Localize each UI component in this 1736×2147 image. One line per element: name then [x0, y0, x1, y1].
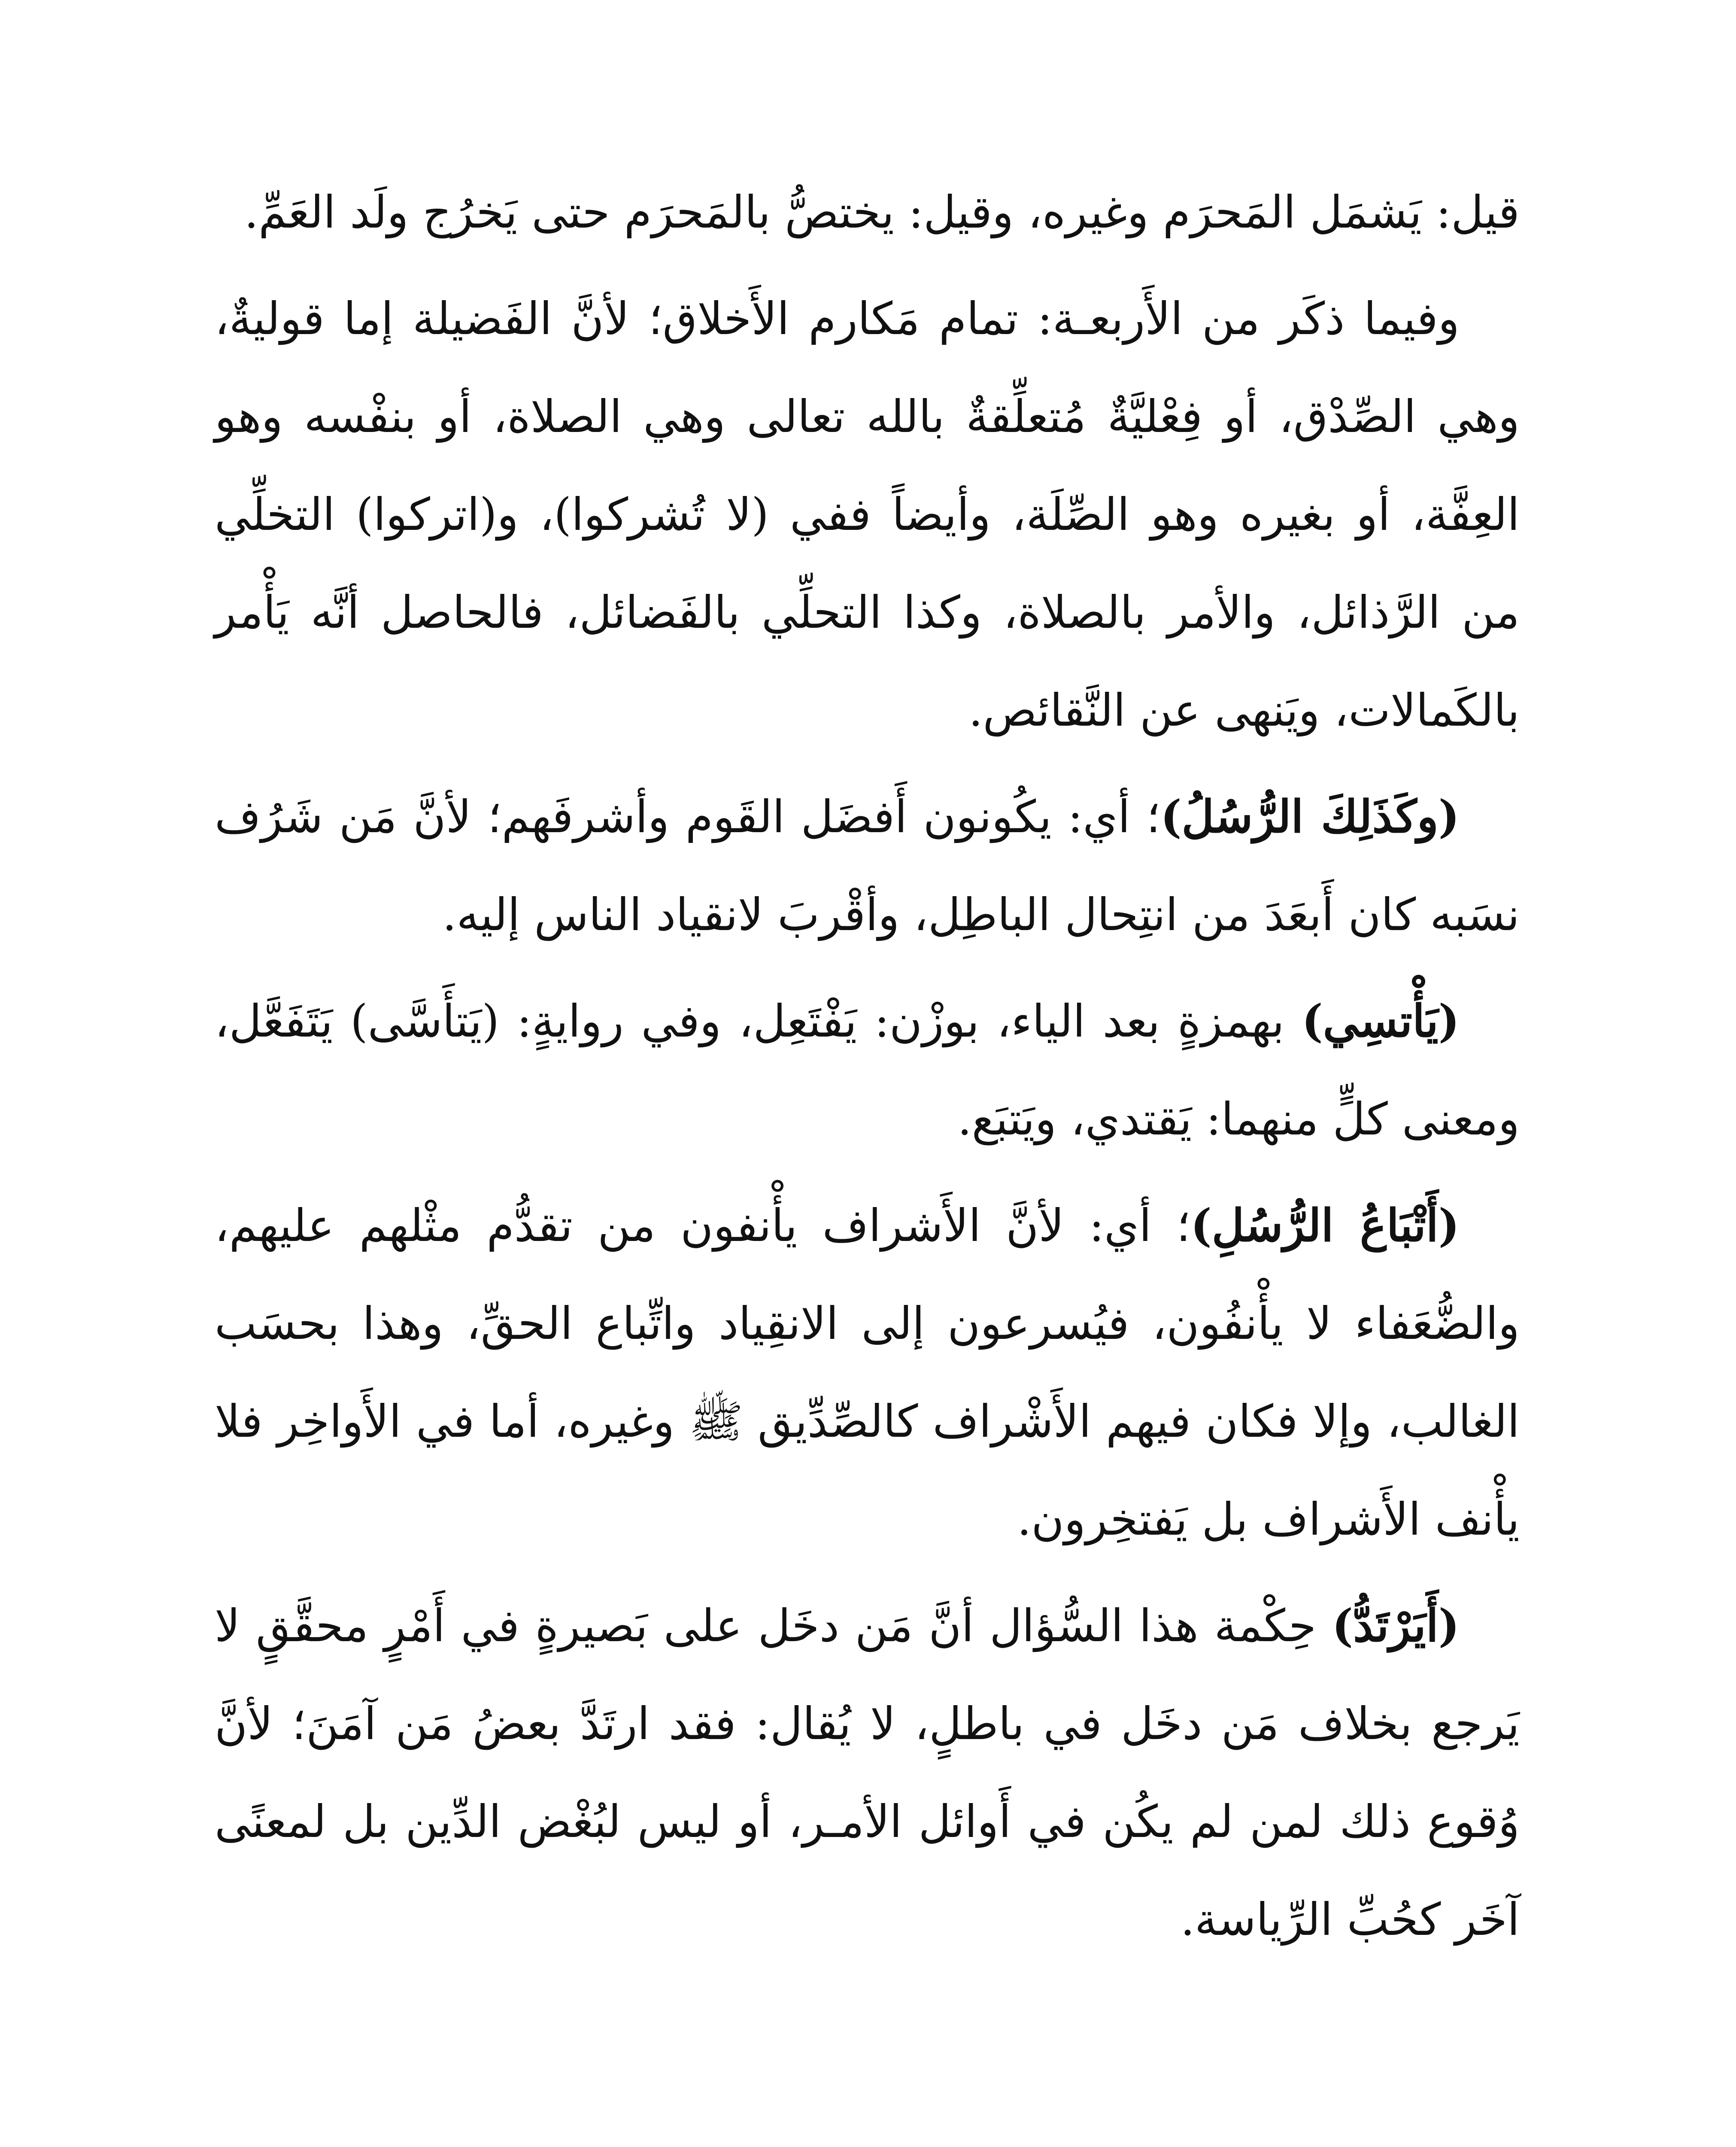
body-text [215, 163, 1520, 1968]
paragraph-6 [215, 1577, 1520, 1968]
paragraph-4-text: بهمزةٍ بعد الياء، بوزْن: يَفْتَعِل، وفي روايةٍ: (يَتأَسَّى) يَتَفَعَّل، ومعنى كلٍّ منهما: يَقتدي، ويَتبَع. [215, 995, 1520, 1145]
paragraph-2 [215, 270, 1520, 759]
paragraph-2-text: وفيما ذكَر من الأَربعـة: تمام مَكارم الأَخلاق؛ لأنَّ الفَضيلة إما قوليةٌ، وهي الصِّدْق، أو فِعْليَّةٌ مُتعلِّقةٌ بالله تعالى وهي الصلاة، أو بنفْسه وهو العِفَّة، أو بغيره وهو الصِّلَة، وأيضاً ففي (لا تُشركوا)، و(اتركوا) التخلِّي من الرَّذائل، والأمر بالصلاة، وكذا التحلِّي بالفَضائل، فالحاصل أنَّه يَأْمر بالكَمالات، ويَنهى عن النَّقائص. [215, 292, 1520, 736]
paragraph-3 [215, 768, 1520, 964]
paragraph-6-text: حِكْمة هذا السُّؤال أنَّ مَن دخَل على بَصيرةٍ في أَمْرٍ محقَّقٍ لا يَرجع بخلاف مَن دخَل في باطلٍ، لا يُقال: فقد ارتَدَّ بعضُ مَن آمَنَ؛ لأنَّ وُقوع ذلك لمن لم يكُن في أَوائل الأمـر، أو ليس لبُغْض الدِّين بل لمعنًى آخَر كحُبِّ الرِّياسة. [215, 1600, 1520, 1946]
paragraph-3-text: ؛ أي: يكُونون أَفضَل القَوم وأشرفَهم؛ لأنَّ مَن شَرُف نسَبه كان أَبعَدَ من انتِحال الباطِل، وأقْربَ لانقياد الناس إليه. [215, 791, 1520, 941]
paragraph-5-lemma: (أَتْبَاعُ الرُّسُلِ) [1190, 1199, 1460, 1252]
paragraph-1 [215, 163, 1520, 261]
paragraph-4-lemma: (يَأْتسِي) [1302, 994, 1460, 1047]
paragraph-6-lemma: (أَيَرْتَدُّ) [1332, 1599, 1460, 1652]
paragraph-5 [215, 1177, 1520, 1568]
paragraph-5-text: ؛ أي: لأنَّ الأَشراف يأْنفون من تقدُّم مثْلهم عليهم، والضُّعَفاء لا يأْنفُون، فيُسرعون إلى الانقِياد واتِّباع الحقِّ، وهذا بحسَب الغالب، وإلا فكان فيهم الأَشْراف كالصِّدِّيق ﷺ وغيره، أما في الأَواخِر فلا يأْنف الأَشراف بل يَفتخِرون. [215, 1199, 1520, 1545]
paragraph-1-text: قيل: يَشمَل المَحرَم وغيره، وقيل: يختصُّ بالمَحرَم حتى يَخرُج ولَد العَمِّ. [244, 186, 1520, 238]
paragraph-3-lemma: (وكَذَلِكَ الرُّسُلُ) [1160, 790, 1460, 843]
paragraph-4 [215, 972, 1520, 1168]
